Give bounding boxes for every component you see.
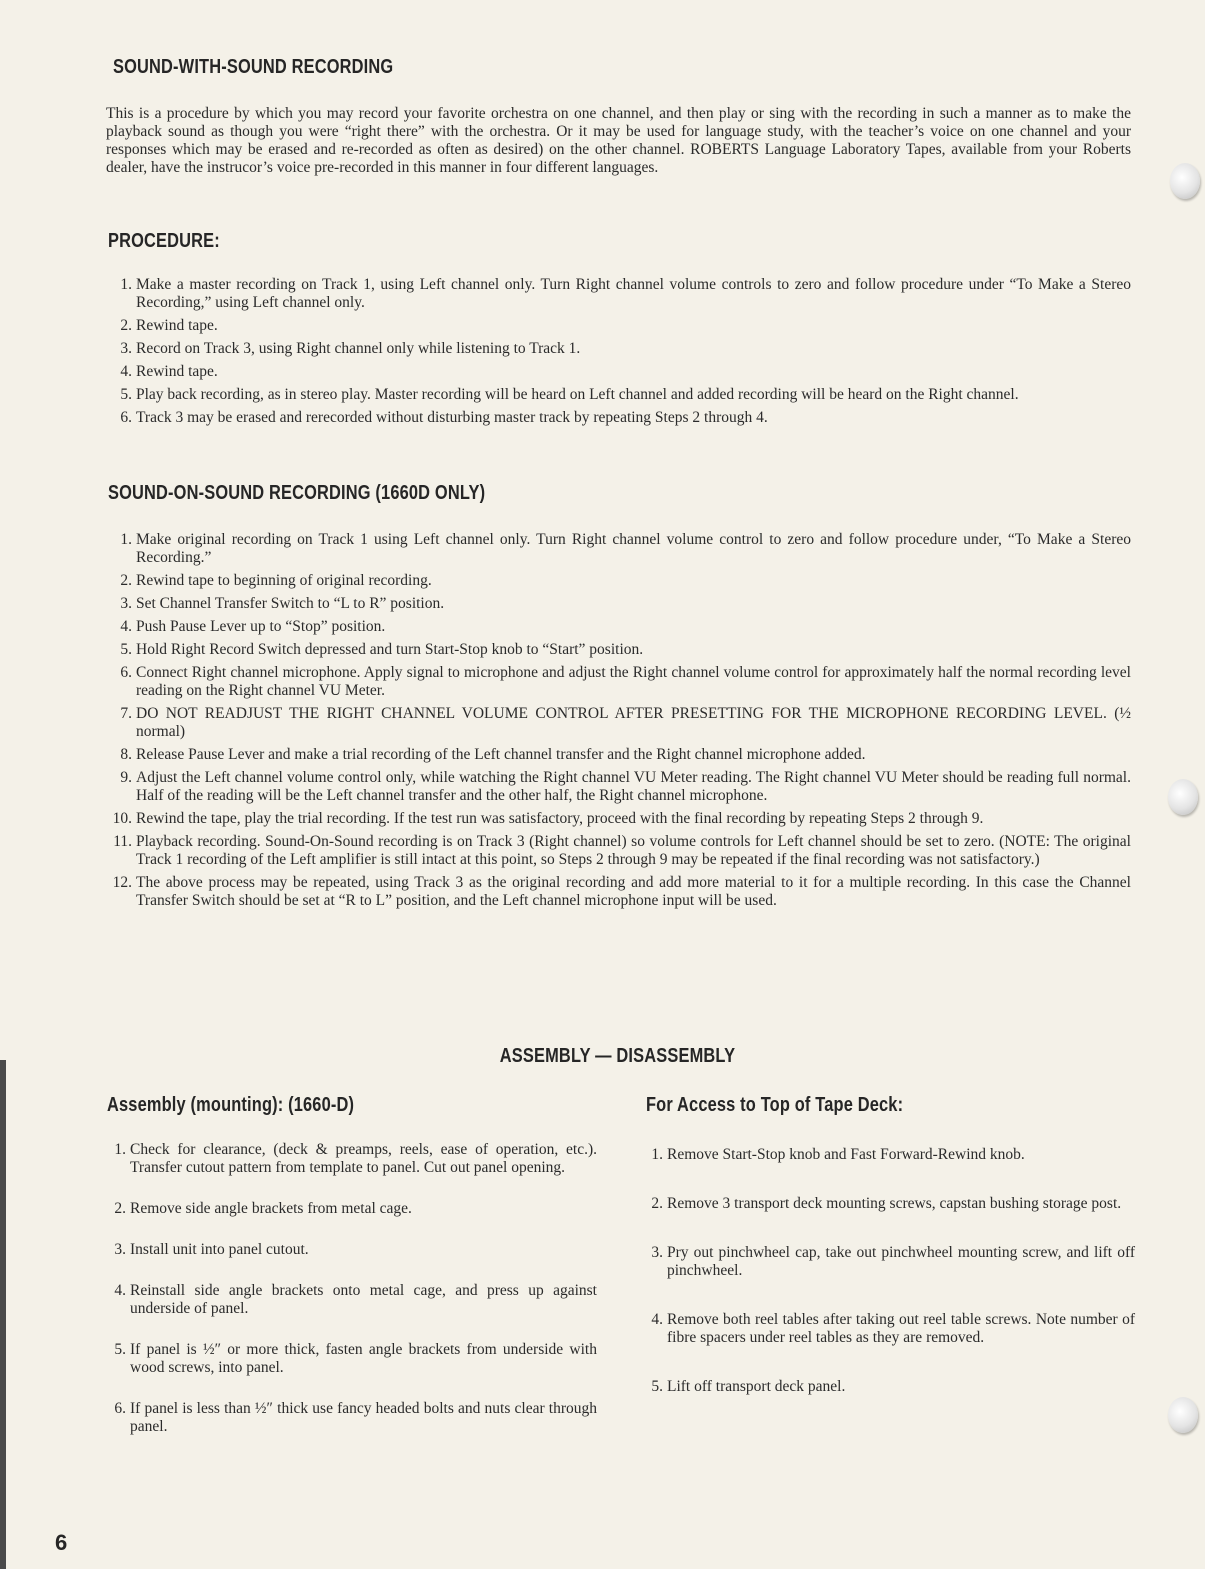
- assembly-step: 1. Check for clearance, (deck & preamps, reels, ease of operation, etc.). Transfer cutout pattern from template to panel. Cut out panel opening.: [114, 1141, 597, 1176]
- binder-hole: [1168, 779, 1198, 815]
- sos-step: 4. Push Pause Lever up to “Stop” position.: [120, 618, 386, 635]
- binder-hole: [1170, 163, 1200, 199]
- sos-steps: [106, 531, 1131, 910]
- access-step: 3. Pry out pinchwheel cap, take out pinchwheel mounting screw, and lift off pinchwheel.: [651, 1244, 1135, 1279]
- sos-step: 3. Set Channel Transfer Switch to “L to R” position.: [120, 595, 445, 612]
- procedure-step: 5. Play back recording, as in stereo play. Master recording will be heard on Left channel and added recording will be heard on the Right channel.: [120, 386, 1019, 403]
- access-heading: For Access to Top of Tape Deck:: [646, 1094, 904, 1116]
- procedure-steps: [106, 276, 1131, 427]
- sos-step: 12. The above process may be repeated, using Track 3 as the original recording and add more material to it for a multiple recording. In this case the Channel Transfer Switch should be set at “R to L” position, and the Left channel microphone input will be used.: [112, 874, 1131, 909]
- assembly-heading: Assembly (mounting): (1660-D): [107, 1094, 355, 1116]
- assembly-step: 4. Reinstall side angle brackets onto metal cage, and press up against underside of panel.: [114, 1282, 597, 1317]
- sws-paragraph: This is a procedure by which you may record your favorite orchestra on one channel, and then play or sing with the recording in such a manner as to make the playback sound as though you were “right there” with the orchestra. Or it may be used for language study, with the teacher’s voice on one channel and your responses which may be erased and re-recorded as often as desired) on the other channel. ROBERTS Language Laboratory Tapes, available from your Roberts dealer, have the instrucor’s voice pre-recorded in this manner in four different languages.: [106, 105, 1131, 176]
- sws-heading: SOUND-WITH-SOUND RECORDING: [113, 56, 394, 78]
- assembly-step: 6. If panel is less than ½″ thick use fancy headed bolts and nuts clear through panel.: [114, 1400, 597, 1435]
- procedure-step: 4. Rewind tape.: [120, 363, 218, 380]
- access-step: 4. Remove both reel tables after taking out reel table screws. Note number of fibre spacers under reel tables as they are removed.: [651, 1311, 1135, 1346]
- sos-step: 5. Hold Right Record Switch depressed and turn Start-Stop knob to “Start” position.: [120, 641, 644, 658]
- assembly-step: 3. Install unit into panel cutout.: [114, 1241, 309, 1258]
- binder-hole: [1168, 1397, 1198, 1433]
- sos-step: 7. DO NOT READJUST THE RIGHT CHANNEL VOLUME CONTROL AFTER PRESETTING FOR THE MICROPHONE RECORDING LEVEL. (½ normal): [120, 705, 1131, 740]
- page-edge: [0, 1060, 6, 1569]
- page-number: 6: [55, 1530, 68, 1555]
- procedure-step: 1. Make a master recording on Track 1, using Left channel only. Turn Right channel volume controls to zero and follow procedure under “To Make a Stereo Recording,” using Left channel only.: [120, 276, 1131, 311]
- sos-heading: SOUND-ON-SOUND RECORDING (1660D ONLY): [108, 482, 486, 504]
- access-step: 2. Remove 3 transport deck mounting screws, capstan bushing storage post.: [651, 1195, 1122, 1212]
- sos-step: 8. Release Pause Lever and make a trial recording of the Left channel transfer and the Right channel microphone added.: [120, 746, 866, 763]
- assembly-step: 5. If panel is ½″ or more thick, fasten angle brackets from underside with wood screws, into panel.: [114, 1341, 597, 1376]
- sos-step: 11. Playback recording. Sound-On-Sound recording is on Track 3 (Right channel) so volume controls for Left channel should be set to zero. (NOTE: The original Track 1 recording of the Left amplifier is still intact at this point, so Steps 2 through 9 may be repeated if the final recording was not satisfactory.): [113, 833, 1131, 868]
- procedure-step: 3. Record on Track 3, using Right channel only while listening to Track 1.: [120, 340, 581, 357]
- procedure-step: 6. Track 3 may be erased and rerecorded without disturbing master track by repeating Steps 2 through 4.: [120, 409, 768, 426]
- access-step: 1. Remove Start-Stop knob and Fast Forward-Rewind knob.: [651, 1146, 1025, 1163]
- assembly-steps: [100, 1141, 597, 1436]
- sos-step: 10. Rewind the tape, play the trial recording. If the test run was satisfactory, proceed with the final recording by repeating Steps 2 through 9.: [112, 810, 984, 827]
- sos-step: 1. Make original recording on Track 1 using Left channel only. Turn Right channel volume control to zero and follow procedure under, “To Make a Stereo Recording.”: [120, 531, 1131, 566]
- procedure-step: 2. Rewind tape.: [120, 317, 218, 334]
- sos-step: 9. Adjust the Left channel volume control only, while watching the Right channel VU Meter reading. The Right channel VU Meter should be reading full normal. Half of the reading will be the Left channel transfer and the other half, the Right channel microphone.: [120, 769, 1131, 804]
- access-steps: [637, 1146, 1135, 1396]
- access-step: 5. Lift off transport deck panel.: [651, 1378, 846, 1395]
- procedure-heading: PROCEDURE:: [108, 230, 220, 252]
- assembly-step: 2. Remove side angle brackets from metal cage.: [114, 1200, 412, 1217]
- sos-step: 2. Rewind tape to beginning of original recording.: [120, 572, 432, 589]
- assembly-disassembly-title: ASSEMBLY — DISASSEMBLY: [499, 1045, 736, 1067]
- sos-step: 6. Connect Right channel microphone. Apply signal to microphone and adjust the Right channel volume control for approximately half the normal recording level reading on the Right channel VU Meter.: [120, 664, 1131, 699]
